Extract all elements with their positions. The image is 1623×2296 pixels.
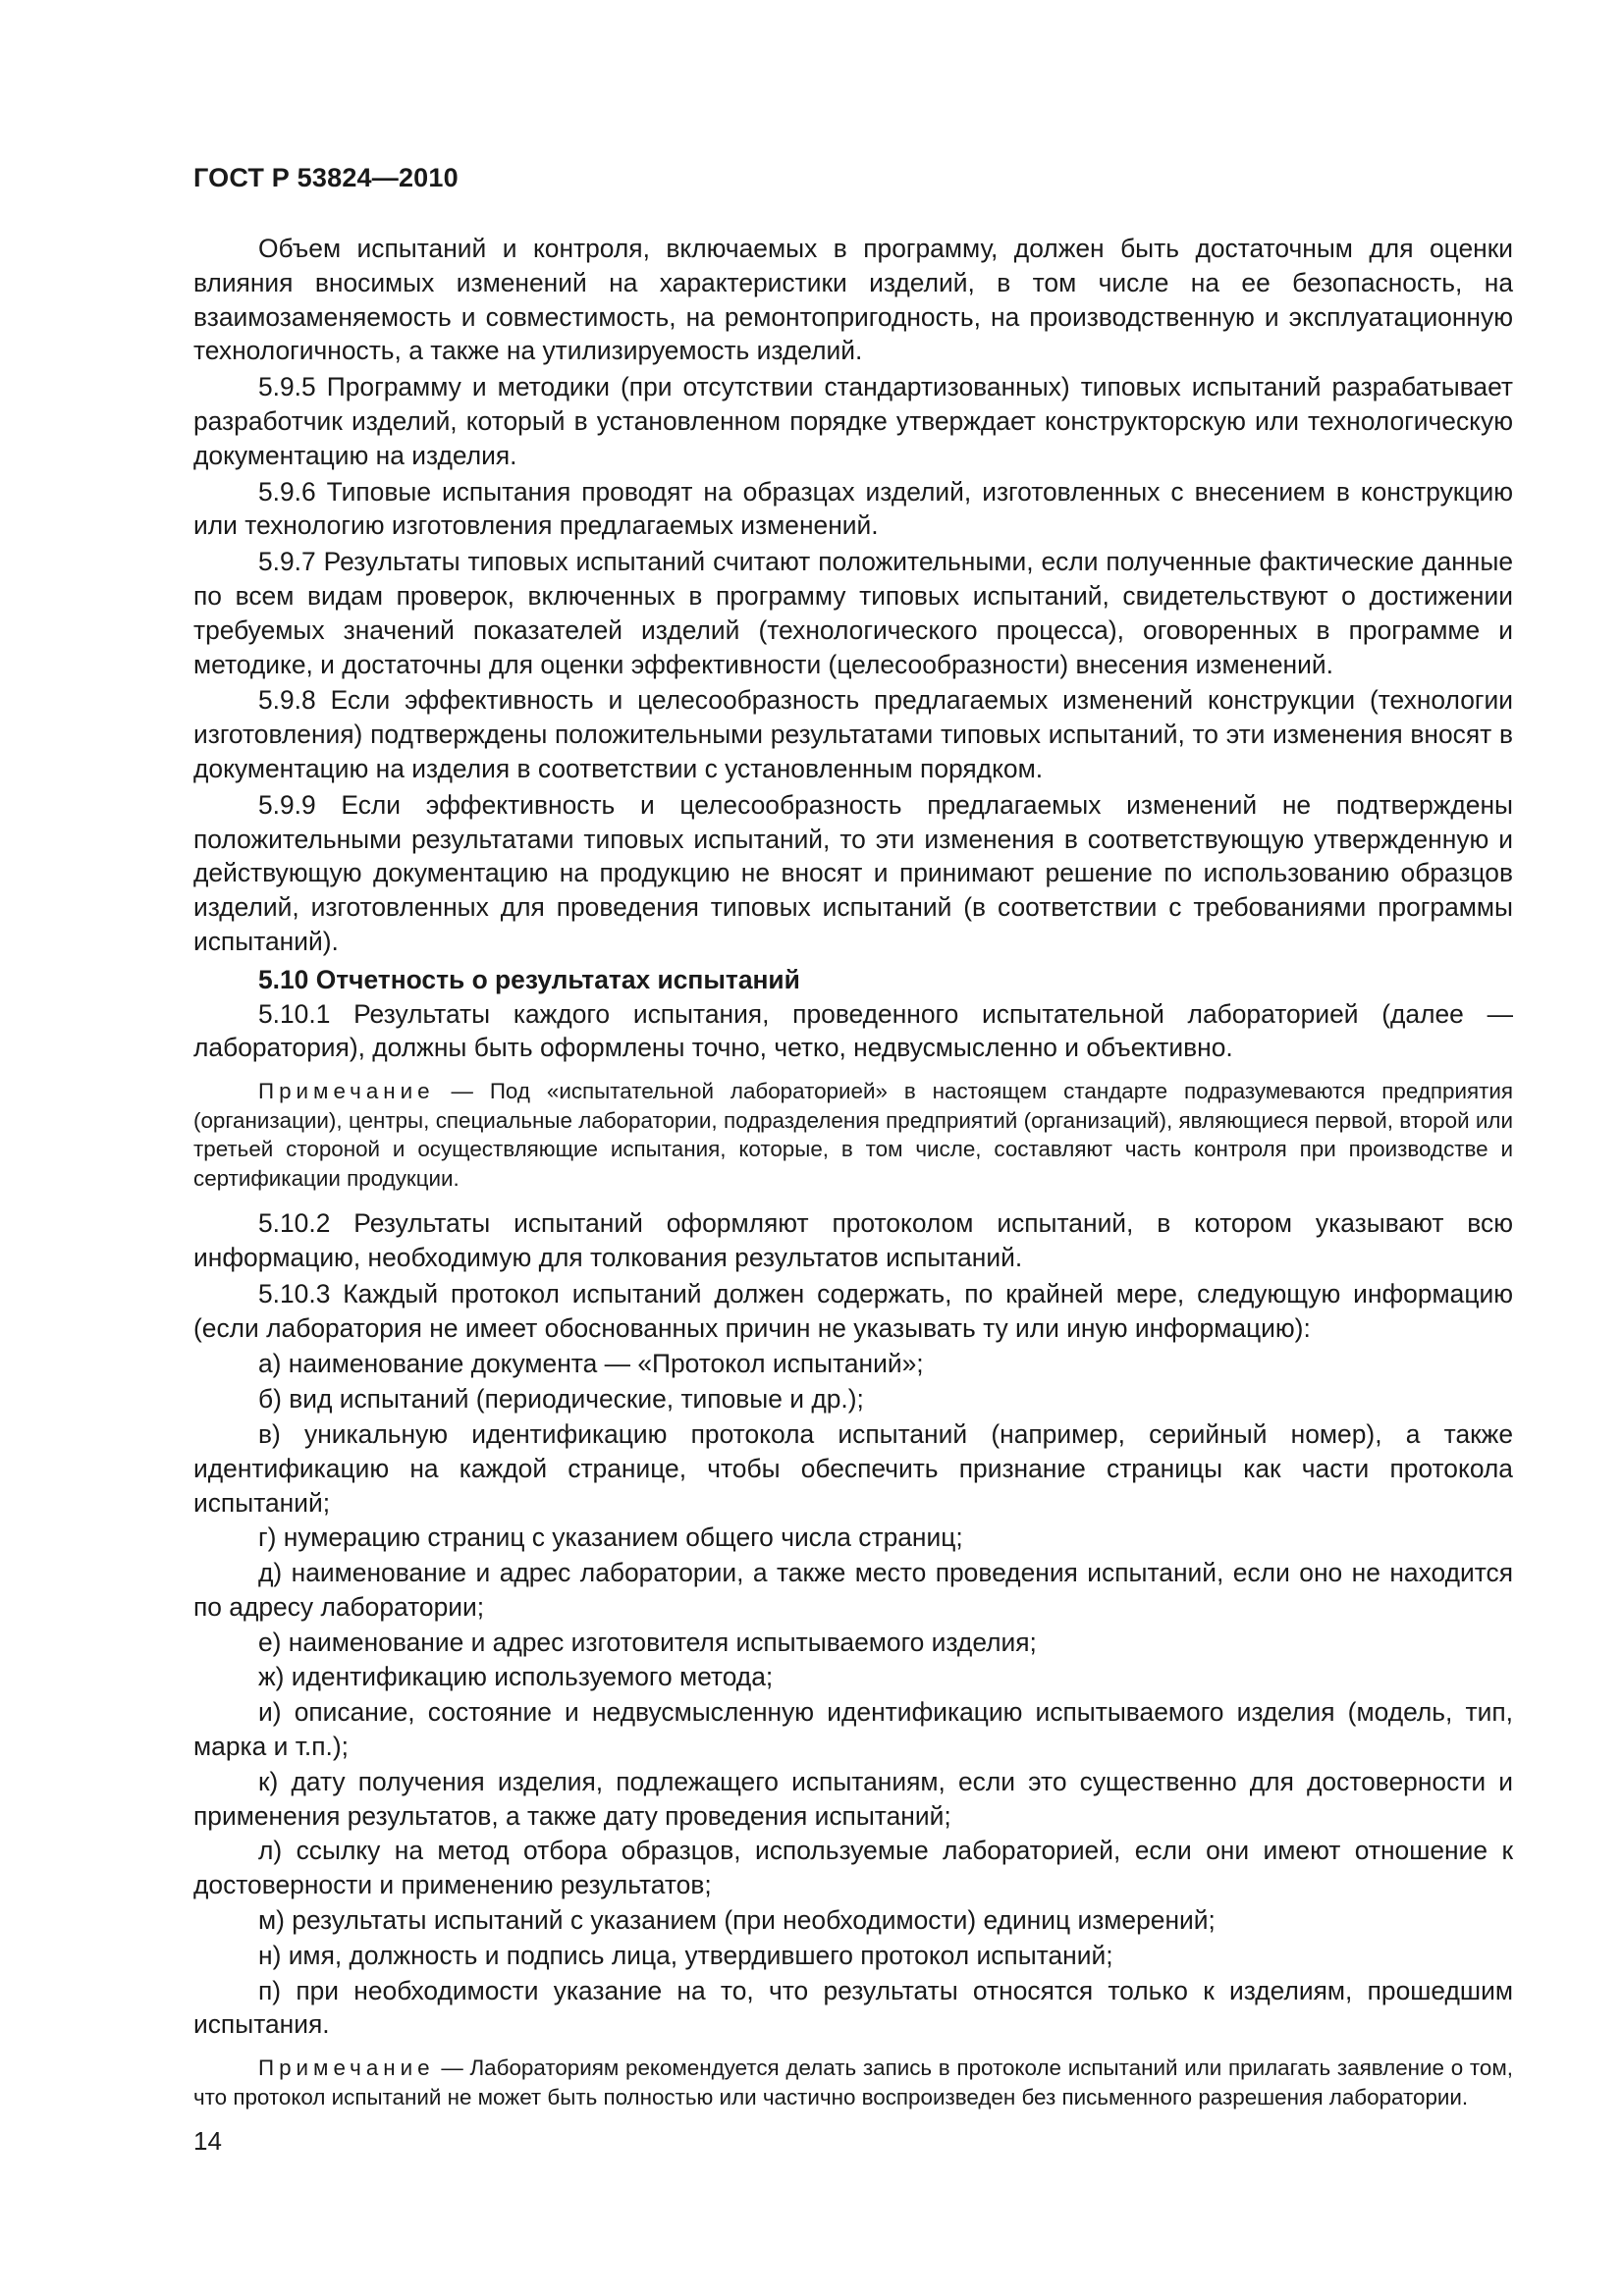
paragraph-5-9-5: 5.9.5 Программу и методики (при отсутствии стандартизованных) типовых испытаний разрабатывает разработчик изделий, который в установленном порядке утверждает конструкторскую или технологическую документацию на изделия. (193, 372, 1513, 470)
paragraph-intro: Объем испытаний и контроля, включаемых в программу, должен быть достаточным для оценки влияния вносимых изменений на характеристики изделий, в том числе на ее безопасность, на взаимозаменяемость и совместимость, на ремонтопригодность, на производственную и эксплуатационную технологичность, а также на утилизируемость изделий. (193, 234, 1513, 366)
paragraph-5-9-9: 5.9.9 Если эффективность и целесообразность предлагаемых изменений не подтверждены положительными результатами типовых испытаний, то эти изменения в соответствующую утвержденную и действующую документацию на продукцию не вносят и принимают решение по использованию образцов изделий, изготовленных для проведения типовых испытаний (в соответствии с требованиями программы испытаний). (193, 789, 1513, 956)
note-2 (193, 2054, 1513, 2111)
page-number: 14 (193, 2126, 222, 2156)
list-item-g: г) нумерацию страниц с указанием общего числа страниц; (258, 1522, 963, 1553)
list-item-p: п) при необходимости указание на то, что результаты относятся только к изделиям, прошедшим испытания. (193, 1975, 1513, 2040)
paragraph-5-10-1: 5.10.1 Результаты каждого испытания, проведенного испытательной лабораторией (далее — лаборатория), должны быть оформлены точно, четко, недвусмысленно и объективно. (193, 998, 1513, 1063)
paragraph-5-9-8: 5.9.8 Если эффективность и целесообразность предлагаемых изменений конструкции (технологии изготовления) подтверждены положительными результатами типовых испытаний, то эти изменения вносят в документацию на изделия в соответствии с установленным порядком. (193, 685, 1513, 783)
note-1-label: Примечание (258, 1079, 435, 1104)
list-item-v: в) уникальную идентификацию протокола испытаний (например, серийный номер), а также идентификацию на каждой странице, чтобы обеспечить признание страницы как части протокола испытаний; (193, 1418, 1513, 1518)
note-1-text: — Под «испытательной лабораторией» в настоящем стандарте подразумеваются предприятия (организации), центры, специальные лаборатории, подразделения предприятий (организаций), являющиеся первой, второй или третьей стороной и осуществляющие испытания, которые, в том числе, составляют часть контроля при производстве и сертификации продукции. (193, 1079, 1513, 1191)
list-item-m: м) результаты испытаний с указанием (при необходимости) единиц измерений; (258, 1905, 1216, 1936)
note-2-text: — Лабораториям рекомендуется делать запись в протоколе испытаний или прилагать заявление о том, что протокол испытаний не может быть полностью или частично воспроизведен без письменного разрешения лаборатории. (193, 2056, 1513, 2109)
list-item-zh: ж) идентификацию используемого метода; (258, 1662, 774, 1692)
list-item-k: к) дату получения изделия, подлежащего испытаниям, если это существенно для достоверности и применения результатов, а также дату проведения испытаний; (193, 1766, 1513, 1831)
paragraph-5-10-3: 5.10.3 Каждый протокол испытаний должен содержать, по крайней мере, следующую информацию (если лаборатория не имеет обоснованных причин не указывать ту или иную информацию): (193, 1278, 1513, 1343)
list-item-i: и) описание, состояние и недвусмысленную идентификацию испытываемого изделия (модель, тип, марка и т.п.); (193, 1697, 1513, 1762)
note-1 (193, 1077, 1513, 1193)
document-body (193, 232, 1513, 2125)
list-item-b: б) вид испытаний (периодические, типовые и др.); (258, 1384, 864, 1415)
list-item-n: н) имя, должность и подпись лица, утвердившего протокол испытаний; (258, 1940, 1113, 1970)
list-item-a: а) наименование документа — «Протокол испытаний»; (258, 1349, 924, 1379)
document-code-header: ГОСТ Р 53824—2010 (193, 163, 459, 192)
paragraph-5-10-2: 5.10.2 Результаты испытаний оформляют протоколом испытаний, в котором указывают всю информацию, необходимую для толкования результатов испытаний. (193, 1208, 1513, 1272)
note-2-label: Примечание (258, 2056, 435, 2081)
list-item-e: е) наименование и адрес изготовителя испытываемого изделия; (258, 1627, 1037, 1657)
paragraph-5-9-7: 5.9.7 Результаты типовых испытаний считают положительными, если полученные фактические данные по всем видам проверок, включенных в программу типовых испытаний, свидетельствуют о достижении требуемых значений показателей изделий (технологического процесса), оговоренных в программе и методике, и достаточны для оценки эффективности (целесообразности) внесения изменений. (193, 547, 1513, 679)
list-item-l: л) ссылку на метод отбора образцов, используемые лабораторией, если они имеют отношение к достоверности и применению результатов; (193, 1836, 1513, 1900)
paragraph-5-9-6: 5.9.6 Типовые испытания проводят на образцах изделий, изготовленных с внесением в конструкцию или технологию изготовления предлагаемых изменений. (193, 476, 1513, 541)
section-heading-5-10: 5.10 Отчетность о результатах испытаний (258, 964, 800, 994)
list-item-d: д) наименование и адрес лаборатории, а также место проведения испытаний, если оно не находится по адресу лаборатории; (193, 1558, 1513, 1622)
